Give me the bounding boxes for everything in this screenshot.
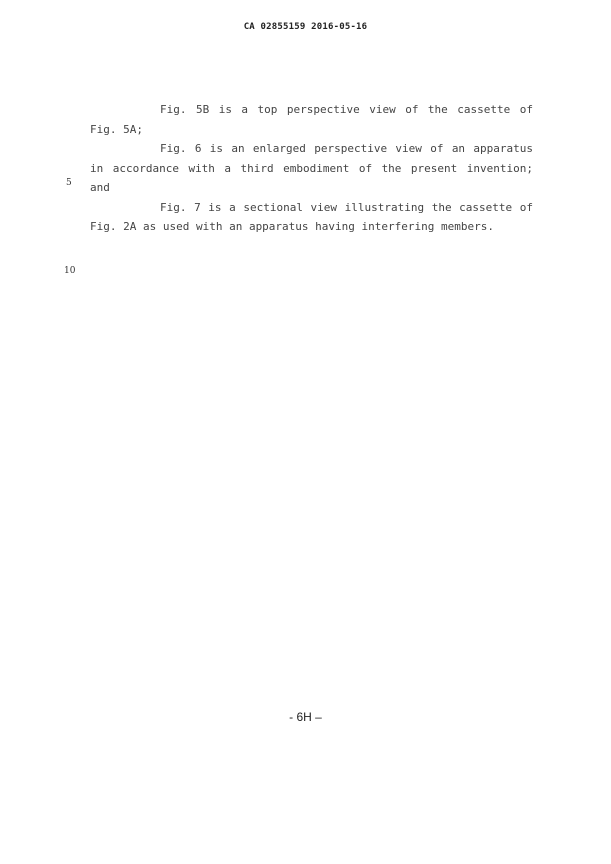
line-number-10: 10 xyxy=(64,266,76,276)
document-header: CA 02855159 2016-05-16 xyxy=(243,22,368,32)
paragraph-fig-6: Fig. 6 is an enlarged perspective view of an apparatus in accordance with a third embodiment of the present invention; and xyxy=(90,142,533,194)
paragraph-fig-5b: Fig. 5B is a top perspective view of the cassette of Fig. 5A; xyxy=(90,103,533,136)
line-number-5: 5 xyxy=(66,178,72,188)
document-body xyxy=(90,100,533,237)
paragraph-fig-7: Fig. 7 is a sectional view illustrating the cassette of Fig. 2A as used with an apparatus having interfering members. xyxy=(90,200,533,233)
page-number: - 6H – xyxy=(289,710,322,724)
